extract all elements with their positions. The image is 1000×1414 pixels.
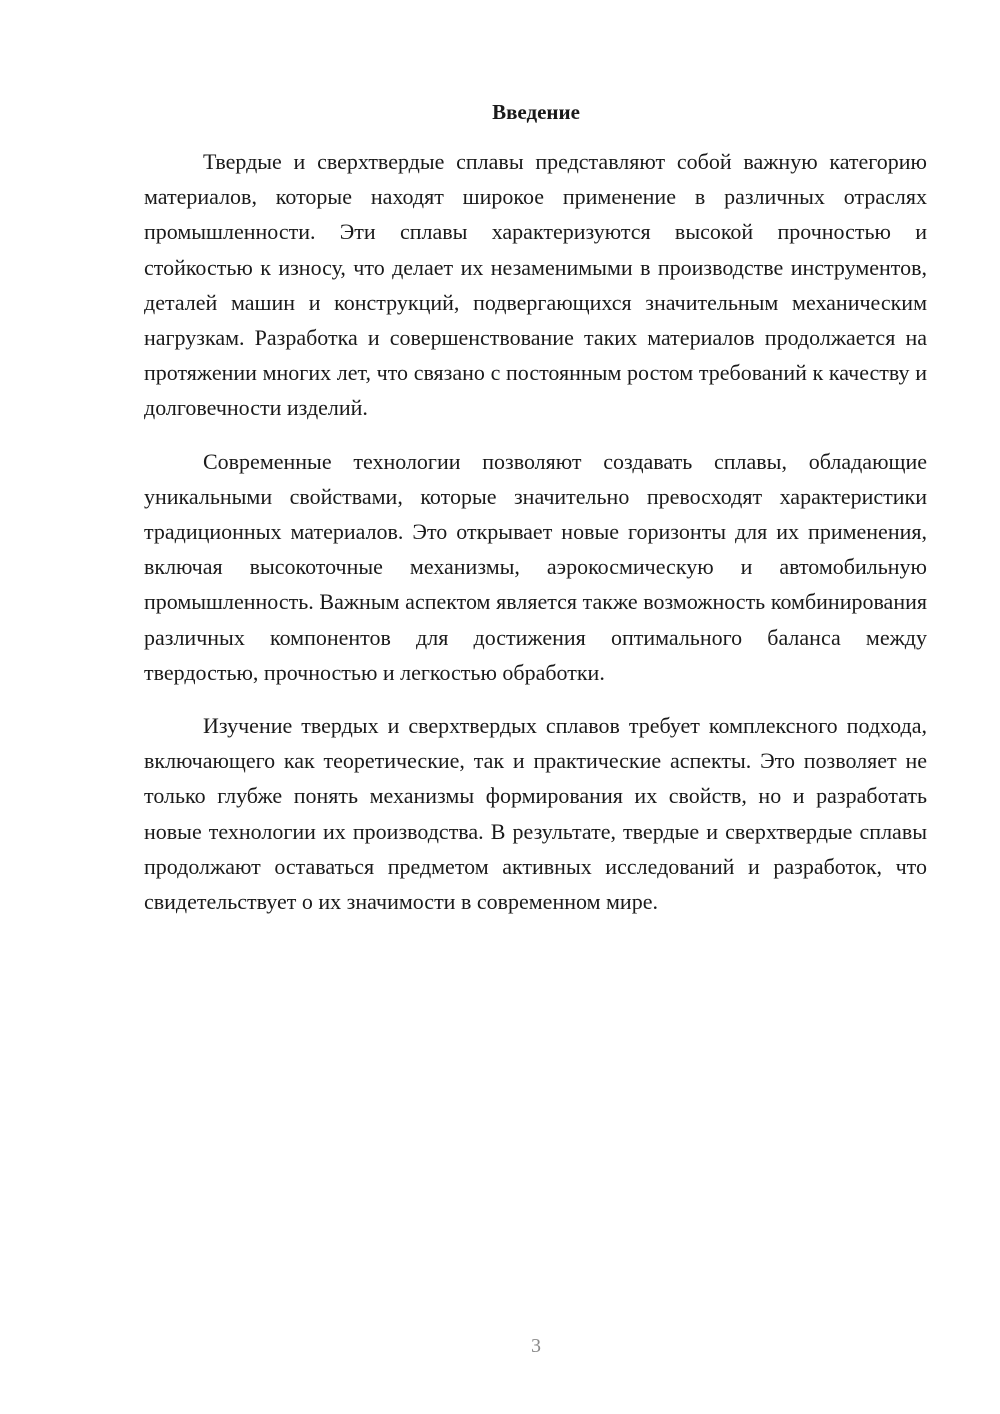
section-title: Введение [492, 100, 580, 124]
paragraph-3: Изучение твердых и сверхтвердых сплавов требует комплексного подхода, включающего как теоретические, так и практические аспекты. Это позволяет не только глубже понять механизмы формирования их свойств, но и разработать новые технологии их производства. В результате, твердые и сверхтвердые сплавы продолжают оставаться предметом активных исследований и разработок, что свидетельствует о их значимости в современном мире. [144, 713, 927, 915]
page-number: 3 [531, 1335, 541, 1357]
paragraph-1: Твердые и сверхтвердые сплавы представляют собой важную категорию материалов, которые находят широкое применение в различных отраслях промышленности. Эти сплавы характеризуются высокой прочностью и стойкостью к износу, что делает их незаменимыми в производстве инструментов, деталей машин и конструкций, подвергающихся значительным механическим нагрузкам. Разработка и совершенствование таких материалов продолжается на протяжении многих лет, что связано с постоянным ростом требований к качеству и долговечности изделий. [144, 149, 927, 421]
paragraph-2: Современные технологии позволяют создавать сплавы, обладающие уникальными свойствами, которые значительно превосходят характеристики традиционных материалов. Это открывает новые горизонты для их применения, включая высокоточные механизмы, аэрокосмическую и автомобильную промышленность. Важным аспектом является также возможность комбинирования различных компонентов для достижения оптимального баланса между твердостью, прочностью и легкостью обработки. [144, 448, 927, 685]
body-text [144, 144, 927, 937]
